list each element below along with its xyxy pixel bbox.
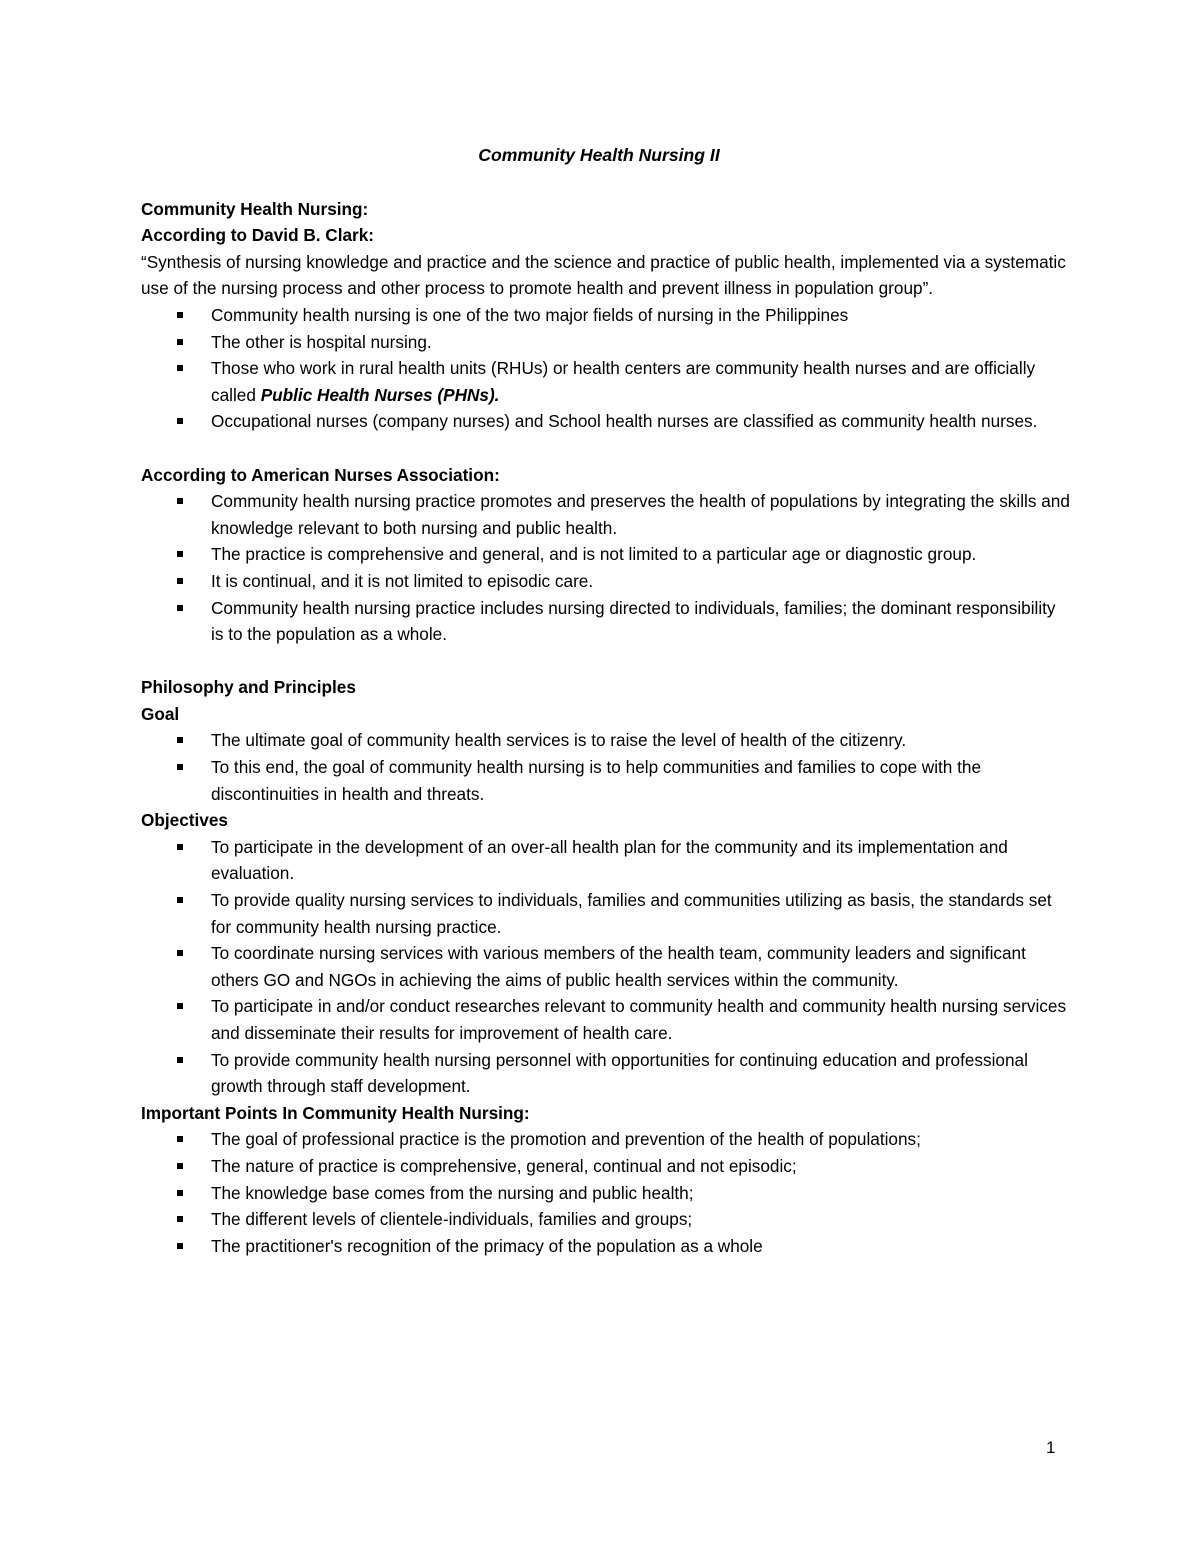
square-bullet-icon xyxy=(177,897,183,903)
important-points-bullet-list xyxy=(141,1126,1071,1259)
list-item xyxy=(141,754,1071,807)
list-item xyxy=(141,1153,1071,1180)
square-bullet-icon xyxy=(177,737,183,743)
list-item xyxy=(141,329,1071,356)
goal-bullet-list xyxy=(141,727,1071,807)
square-bullet-icon xyxy=(177,418,183,424)
list-item xyxy=(141,1233,1071,1260)
page-number: 1 xyxy=(1046,1438,1056,1457)
list-item-text: To coordinate nursing services with various members of the health team, community leaders and significant others GO and NGOs in achieving the aims of public health services within the community. xyxy=(211,943,1026,990)
square-bullet-icon xyxy=(177,1216,183,1222)
square-bullet-icon xyxy=(177,844,183,850)
list-item-text: Community health nursing practice promotes and preserves the health of populations by integrating the skills and knowledge relevant to both nursing and public health. xyxy=(211,491,1070,538)
clark-definition-quote: “Synthesis of nursing knowledge and practice and the science and practice of public health, implemented via a systematic use of the nursing process and other process to promote health and prevent illness in population group”. xyxy=(141,251,1066,299)
square-bullet-icon xyxy=(177,578,183,584)
square-bullet-icon xyxy=(177,950,183,956)
square-bullet-icon xyxy=(177,551,183,557)
square-bullet-icon xyxy=(177,498,183,504)
list-item xyxy=(141,887,1071,940)
list-item xyxy=(141,488,1071,541)
list-item-text: The different levels of clientele-individuals, families and groups; xyxy=(211,1209,693,1230)
list-item-text: The goal of professional practice is the promotion and prevention of the health of populations; xyxy=(211,1129,921,1150)
list-item xyxy=(141,408,1071,435)
list-item xyxy=(141,355,1071,408)
list-item xyxy=(141,302,1071,329)
list-item xyxy=(141,834,1071,887)
list-item-text: Those who work in rural health units (RHUs) or health centers are community health nurses and are officially called xyxy=(211,358,1036,405)
section-heading-clark: According to David B. Clark: xyxy=(141,225,375,246)
square-bullet-icon xyxy=(177,764,183,770)
list-item-text: The practitioner's recognition of the primacy of the population as a whole xyxy=(211,1235,763,1256)
list-item xyxy=(141,1206,1071,1233)
square-bullet-icon xyxy=(177,605,183,611)
list-item-text: To participate in the development of an over-all health plan for the community and its implementation and evaluation. xyxy=(211,836,1008,884)
list-item-text: The practice is comprehensive and general, and is not limited to a particular age or diagnostic group. xyxy=(211,544,977,565)
list-item-text: Community health nursing is one of the two major fields of nursing in the Philippines xyxy=(211,304,849,325)
square-bullet-icon xyxy=(177,1243,183,1249)
list-item xyxy=(141,940,1071,993)
list-item xyxy=(141,993,1071,1046)
ana-bullet-list xyxy=(141,488,1071,648)
clark-bullet-list xyxy=(141,302,1071,435)
list-item xyxy=(141,1047,1071,1100)
list-item-text: To provide community health nursing personnel with opportunities for continuing education and professional growth through staff development. xyxy=(211,1049,1028,1097)
list-item-text: To participate in and/or conduct researches relevant to community health and community health nursing services and disseminate their results for improvement of health care. xyxy=(211,996,1067,1043)
square-bullet-icon xyxy=(177,1136,183,1142)
list-item-text: The nature of practice is comprehensive, general, continual and not episodic; xyxy=(211,1155,797,1176)
list-item-text: The knowledge base comes from the nursing and public health; xyxy=(211,1182,694,1203)
section-heading-important-points: Important Points In Community Health Nursing: xyxy=(141,1102,530,1123)
list-item-text: To provide quality nursing services to individuals, families and communities utilizing as basis, the standards set for community health nursing practice. xyxy=(211,890,1052,937)
square-bullet-icon xyxy=(177,365,183,371)
list-item xyxy=(141,1126,1071,1153)
section-heading-ana: According to American Nurses Association: xyxy=(141,464,500,485)
square-bullet-icon xyxy=(177,1190,183,1196)
square-bullet-icon xyxy=(177,1003,183,1009)
list-item xyxy=(141,595,1071,648)
list-item-text: Community health nursing practice includes nursing directed to individuals, families; the dominant responsibility is to the population as a whole. xyxy=(211,597,1056,645)
list-item-text: The ultimate goal of community health services is to raise the level of health of the citizenry. xyxy=(211,730,907,751)
square-bullet-icon xyxy=(177,1163,183,1169)
list-item-text: Occupational nurses (company nurses) and School health nurses are classified as community health nurses. xyxy=(211,411,1038,432)
objectives-bullet-list xyxy=(141,834,1071,1100)
square-bullet-icon xyxy=(177,312,183,318)
document-title: Community Health Nursing II xyxy=(478,145,720,165)
list-item-text: The other is hospital nursing. xyxy=(211,331,432,352)
list-item xyxy=(141,1180,1071,1207)
section-heading-philosophy: Philosophy and Principles xyxy=(141,677,356,698)
list-item-text: It is continual, and it is not limited to episodic care. xyxy=(211,570,594,591)
phn-emphasis-text: Public Health Nurses (PHNs). xyxy=(260,384,500,405)
list-item xyxy=(141,541,1071,568)
list-item xyxy=(141,727,1071,754)
list-item xyxy=(141,568,1071,595)
subheading-goal: Goal xyxy=(141,703,180,724)
subheading-objectives: Objectives xyxy=(141,810,228,831)
list-item-text: To this end, the goal of community health nursing is to help communities and families to cope with the discontinuities in health and threats. xyxy=(211,757,982,804)
square-bullet-icon xyxy=(177,339,183,345)
section-heading-community-health-nursing: Community Health Nursing: xyxy=(141,198,369,219)
square-bullet-icon xyxy=(177,1057,183,1063)
document-body xyxy=(141,142,1071,1259)
